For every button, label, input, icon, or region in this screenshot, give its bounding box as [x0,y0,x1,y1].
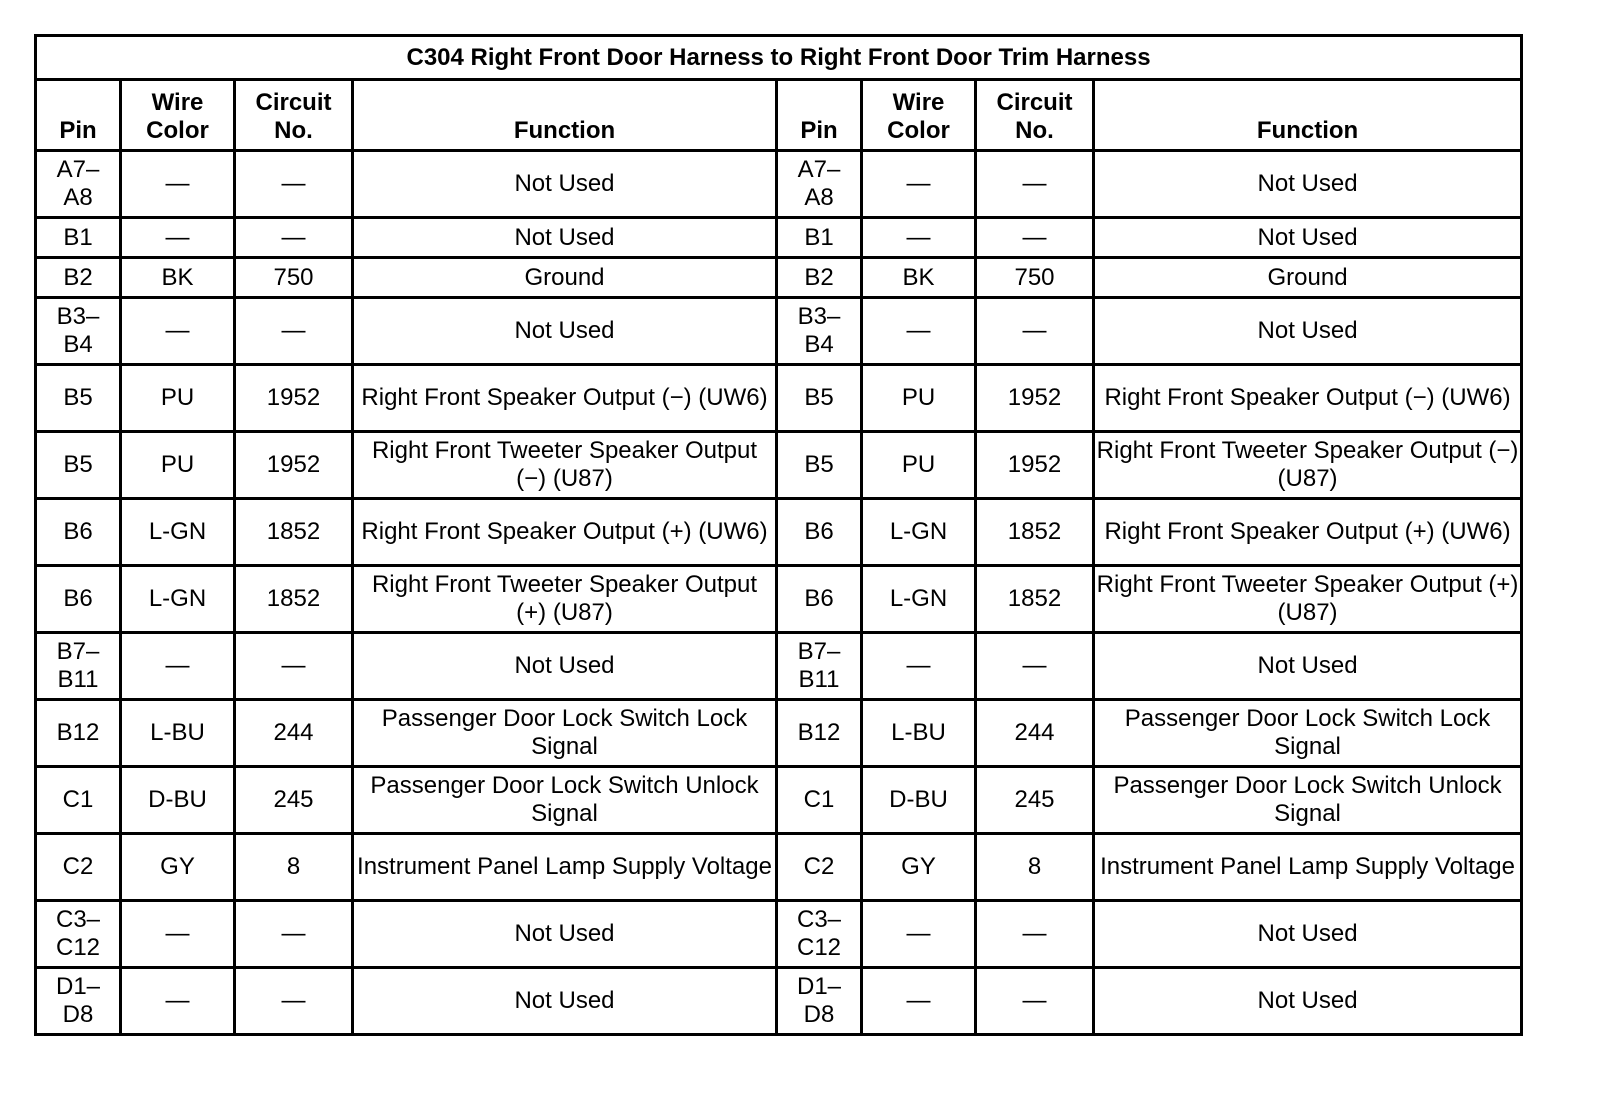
circuit-cell: — [235,901,353,968]
wire-color-cell: GY [862,834,976,901]
circuit-cell: 750 [235,258,353,298]
circuit-cell: 244 [976,700,1094,767]
pin-cell: B3– B4 [36,298,121,365]
circuit-cell: — [976,633,1094,700]
function-cell: Not Used [353,298,777,365]
function-cell: Right Front Tweeter Speaker Output (−) (U87) [353,432,777,499]
pin-cell: B6 [36,499,121,566]
wire-color-cell: L-BU [121,700,235,767]
table-body [36,151,1522,1035]
pin-cell: B5 [36,365,121,432]
wire-color-cell: BK [121,258,235,298]
circuit-cell: 1952 [235,365,353,432]
table-row [36,258,1522,298]
header-pin-left: Pin [36,80,121,151]
wire-color-cell: — [862,968,976,1035]
circuit-cell: 8 [235,834,353,901]
circuit-cell: 1852 [976,499,1094,566]
function-cell: Ground [353,258,777,298]
table-row [36,365,1522,432]
circuit-cell: 8 [976,834,1094,901]
circuit-cell: — [976,901,1094,968]
function-cell: Not Used [1094,218,1522,258]
wire-color-cell: — [121,633,235,700]
function-cell: Right Front Tweeter Speaker Output (+) (U87) [1094,566,1522,633]
header-function-right: Function [1094,80,1522,151]
pin-cell: C3– C12 [777,901,862,968]
table-row [36,901,1522,968]
pin-cell: B3– B4 [777,298,862,365]
circuit-cell: — [976,218,1094,258]
function-cell: Right Front Speaker Output (+) (UW6) [353,499,777,566]
wire-color-cell: BK [862,258,976,298]
table-row [36,566,1522,633]
function-cell: Right Front Tweeter Speaker Output (−) (U87) [1094,432,1522,499]
pin-cell: B5 [777,432,862,499]
circuit-cell: — [235,218,353,258]
function-cell: Not Used [1094,298,1522,365]
pin-cell: A7– A8 [777,151,862,218]
wire-color-cell: L-GN [121,499,235,566]
circuit-cell: — [235,151,353,218]
wire-color-cell: — [121,901,235,968]
wire-color-cell: PU [862,365,976,432]
wire-color-cell: — [121,298,235,365]
function-cell: Passenger Door Lock Switch Lock Signal [353,700,777,767]
function-cell: Instrument Panel Lamp Supply Voltage [353,834,777,901]
function-cell: Not Used [353,151,777,218]
header-function-left: Function [353,80,777,151]
table-row [36,633,1522,700]
connector-table [34,34,1523,1036]
function-cell: Not Used [353,968,777,1035]
function-cell: Passenger Door Lock Switch Unlock Signal [353,767,777,834]
pin-cell: B5 [36,432,121,499]
table-row [36,767,1522,834]
function-cell: Instrument Panel Lamp Supply Voltage [1094,834,1522,901]
pin-cell: B12 [36,700,121,767]
circuit-cell: — [235,968,353,1035]
wire-color-cell: — [862,901,976,968]
pin-cell: B12 [777,700,862,767]
table-row [36,298,1522,365]
wire-color-cell: D-BU [862,767,976,834]
pin-cell: B1 [777,218,862,258]
wire-color-cell: — [121,218,235,258]
function-cell: Right Front Speaker Output (+) (UW6) [1094,499,1522,566]
pin-cell: D1– D8 [777,968,862,1035]
wire-color-cell: — [121,151,235,218]
header-pin-right: Pin [777,80,862,151]
circuit-cell: 1852 [976,566,1094,633]
wire-color-cell: — [862,151,976,218]
pin-cell: C1 [36,767,121,834]
function-cell: Not Used [353,633,777,700]
circuit-cell: — [235,633,353,700]
circuit-cell: 1952 [976,365,1094,432]
table-row [36,834,1522,901]
wire-color-cell: — [862,218,976,258]
pin-cell: C1 [777,767,862,834]
circuit-cell: 1852 [235,566,353,633]
circuit-cell: — [976,968,1094,1035]
header-circuit-right: Circuit No. [976,80,1094,151]
pin-cell: C2 [777,834,862,901]
table-row [36,151,1522,218]
wire-color-cell: PU [121,432,235,499]
table-row [36,968,1522,1035]
wire-color-cell: — [862,298,976,365]
pin-cell: D1– D8 [36,968,121,1035]
pin-cell: B2 [777,258,862,298]
wire-color-cell: — [121,968,235,1035]
table-row [36,432,1522,499]
wire-color-cell: D-BU [121,767,235,834]
pin-cell: B2 [36,258,121,298]
table-row [36,700,1522,767]
wire-color-cell: L-GN [862,566,976,633]
function-cell: Right Front Speaker Output (−) (UW6) [353,365,777,432]
circuit-cell: 1852 [235,499,353,566]
header-circuit-left: Circuit No. [235,80,353,151]
table-row [36,499,1522,566]
pin-cell: B7– B11 [36,633,121,700]
wire-color-cell: PU [121,365,235,432]
pin-cell: C3– C12 [36,901,121,968]
function-cell: Right Front Tweeter Speaker Output (+) (U87) [353,566,777,633]
circuit-cell: 750 [976,258,1094,298]
function-cell: Not Used [1094,901,1522,968]
function-cell: Passenger Door Lock Switch Lock Signal [1094,700,1522,767]
circuit-cell: 1952 [976,432,1094,499]
circuit-cell: 244 [235,700,353,767]
pin-cell: B6 [777,499,862,566]
wire-color-cell: PU [862,432,976,499]
circuit-cell: — [976,298,1094,365]
pin-cell: B6 [777,566,862,633]
circuit-cell: 1952 [235,432,353,499]
circuit-cell: — [235,298,353,365]
circuit-cell: 245 [976,767,1094,834]
column-header-row [36,80,1522,151]
function-cell: Not Used [1094,633,1522,700]
table-title: C304 Right Front Door Harness to Right Front Door Trim Harness [36,36,1522,80]
circuit-cell: 245 [235,767,353,834]
function-cell: Right Front Speaker Output (−) (UW6) [1094,365,1522,432]
function-cell: Not Used [1094,968,1522,1035]
wire-color-cell: L-GN [121,566,235,633]
function-cell: Not Used [353,901,777,968]
header-wire-color-right: Wire Color [862,80,976,151]
header-wire-color-left: Wire Color [121,80,235,151]
pin-cell: B7– B11 [777,633,862,700]
function-cell: Passenger Door Lock Switch Unlock Signal [1094,767,1522,834]
pin-cell: B1 [36,218,121,258]
function-cell: Ground [1094,258,1522,298]
wire-color-cell: GY [121,834,235,901]
pin-cell: B5 [777,365,862,432]
wire-color-cell: L-BU [862,700,976,767]
pin-cell: A7– A8 [36,151,121,218]
table-row [36,218,1522,258]
function-cell: Not Used [1094,151,1522,218]
wire-color-cell: L-GN [862,499,976,566]
pin-cell: C2 [36,834,121,901]
wire-color-cell: — [862,633,976,700]
circuit-cell: — [976,151,1094,218]
function-cell: Not Used [353,218,777,258]
pin-cell: B6 [36,566,121,633]
